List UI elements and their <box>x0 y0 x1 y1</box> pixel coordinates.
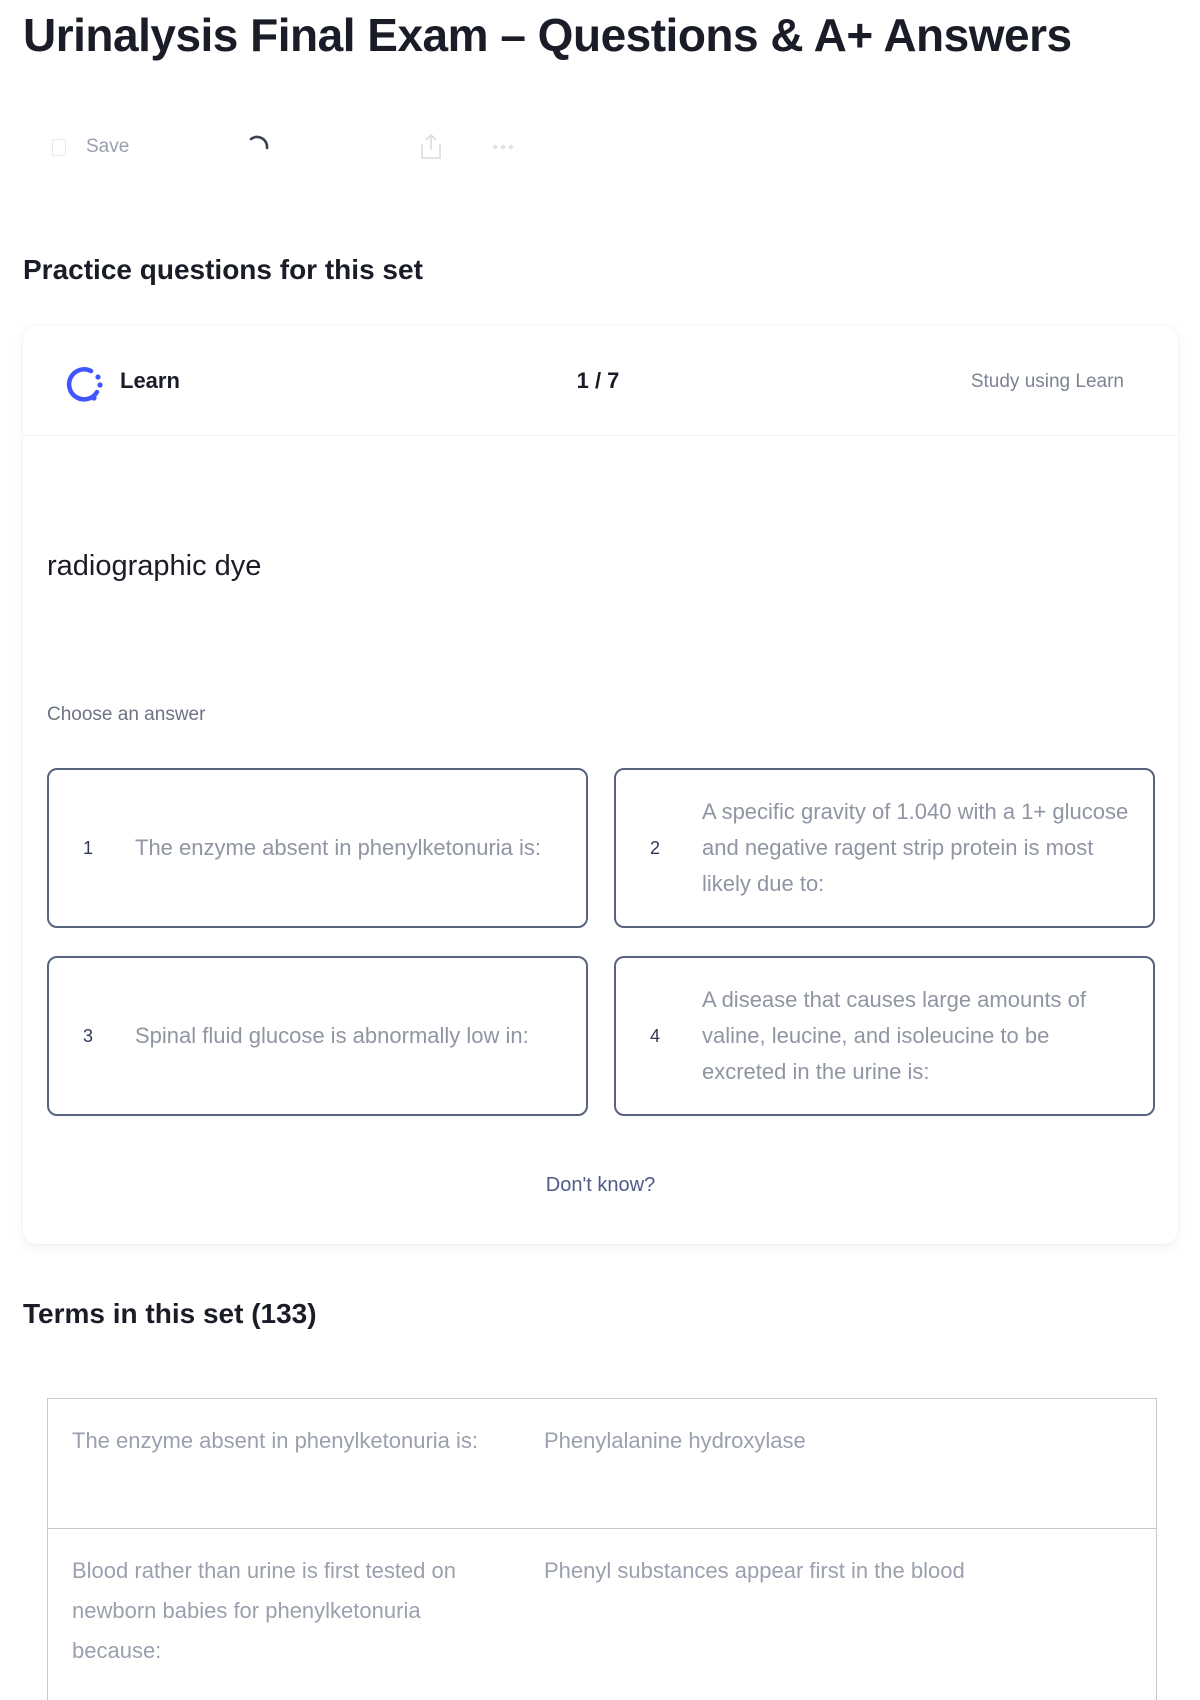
option-text: A specific gravity of 1.040 with a 1+ glucose and negative ragent strip protein is most likely due to: <box>702 799 1129 896</box>
learn-header <box>23 326 1178 436</box>
table-row <box>48 1529 1156 1700</box>
table-row <box>48 1399 1156 1529</box>
option-text: Spinal fluid glucose is abnormally low in: <box>135 1023 529 1048</box>
learn-mode-icon <box>61 362 107 408</box>
page-title: Urinalysis Final Exam – Questions & A+ Answers <box>23 9 1072 61</box>
definition-text: Phenylalanine hydroxylase <box>544 1428 806 1453</box>
option-number: 2 <box>650 837 661 858</box>
learn-mode-label: Learn <box>120 368 180 393</box>
option-number: 3 <box>83 1025 94 1046</box>
answer-option-2[interactable] <box>614 768 1155 928</box>
bookmark-icon <box>52 139 66 156</box>
answer-options <box>47 768 1155 1116</box>
learn-card <box>23 326 1178 1244</box>
question-prompt: radiographic dye <box>47 550 262 582</box>
answer-option-4[interactable] <box>614 956 1155 1116</box>
term-text: The enzyme absent in phenylketonuria is: <box>72 1428 479 1453</box>
practice-heading: Practice questions for this set <box>23 254 423 285</box>
option-number: 1 <box>83 837 94 858</box>
definition-text: Phenyl substances appear first in the blood <box>544 1558 965 1583</box>
question-counter: 1 / 7 <box>576 368 620 393</box>
study-using-learn-link[interactable]: Study using Learn <box>970 371 1124 392</box>
set-toolbar <box>52 128 512 166</box>
dont-know-button[interactable]: Don't know? <box>545 1174 656 1196</box>
option-text: A disease that causes large amounts of valine, leucine, and isoleucine to be excreted in the urine is: <box>702 987 1087 1084</box>
option-number: 4 <box>650 1025 661 1046</box>
terms-table <box>47 1398 1157 1700</box>
answer-option-1[interactable] <box>47 768 588 928</box>
more-icon[interactable] <box>488 132 518 162</box>
share-icon[interactable] <box>416 132 446 162</box>
option-text: The enzyme absent in phenylketonuria is: <box>135 835 542 860</box>
save-button-label: Save <box>86 136 130 157</box>
save-button[interactable] <box>52 128 129 166</box>
term-text: Blood rather than urine is first tested on newborn babies for phenylketonuria because: <box>72 1558 456 1663</box>
loading-spinner-icon <box>242 130 276 164</box>
choose-answer-label: Choose an answer <box>47 704 206 725</box>
terms-heading: Terms in this set (133) <box>23 1298 317 1329</box>
answer-option-3[interactable] <box>47 956 588 1116</box>
